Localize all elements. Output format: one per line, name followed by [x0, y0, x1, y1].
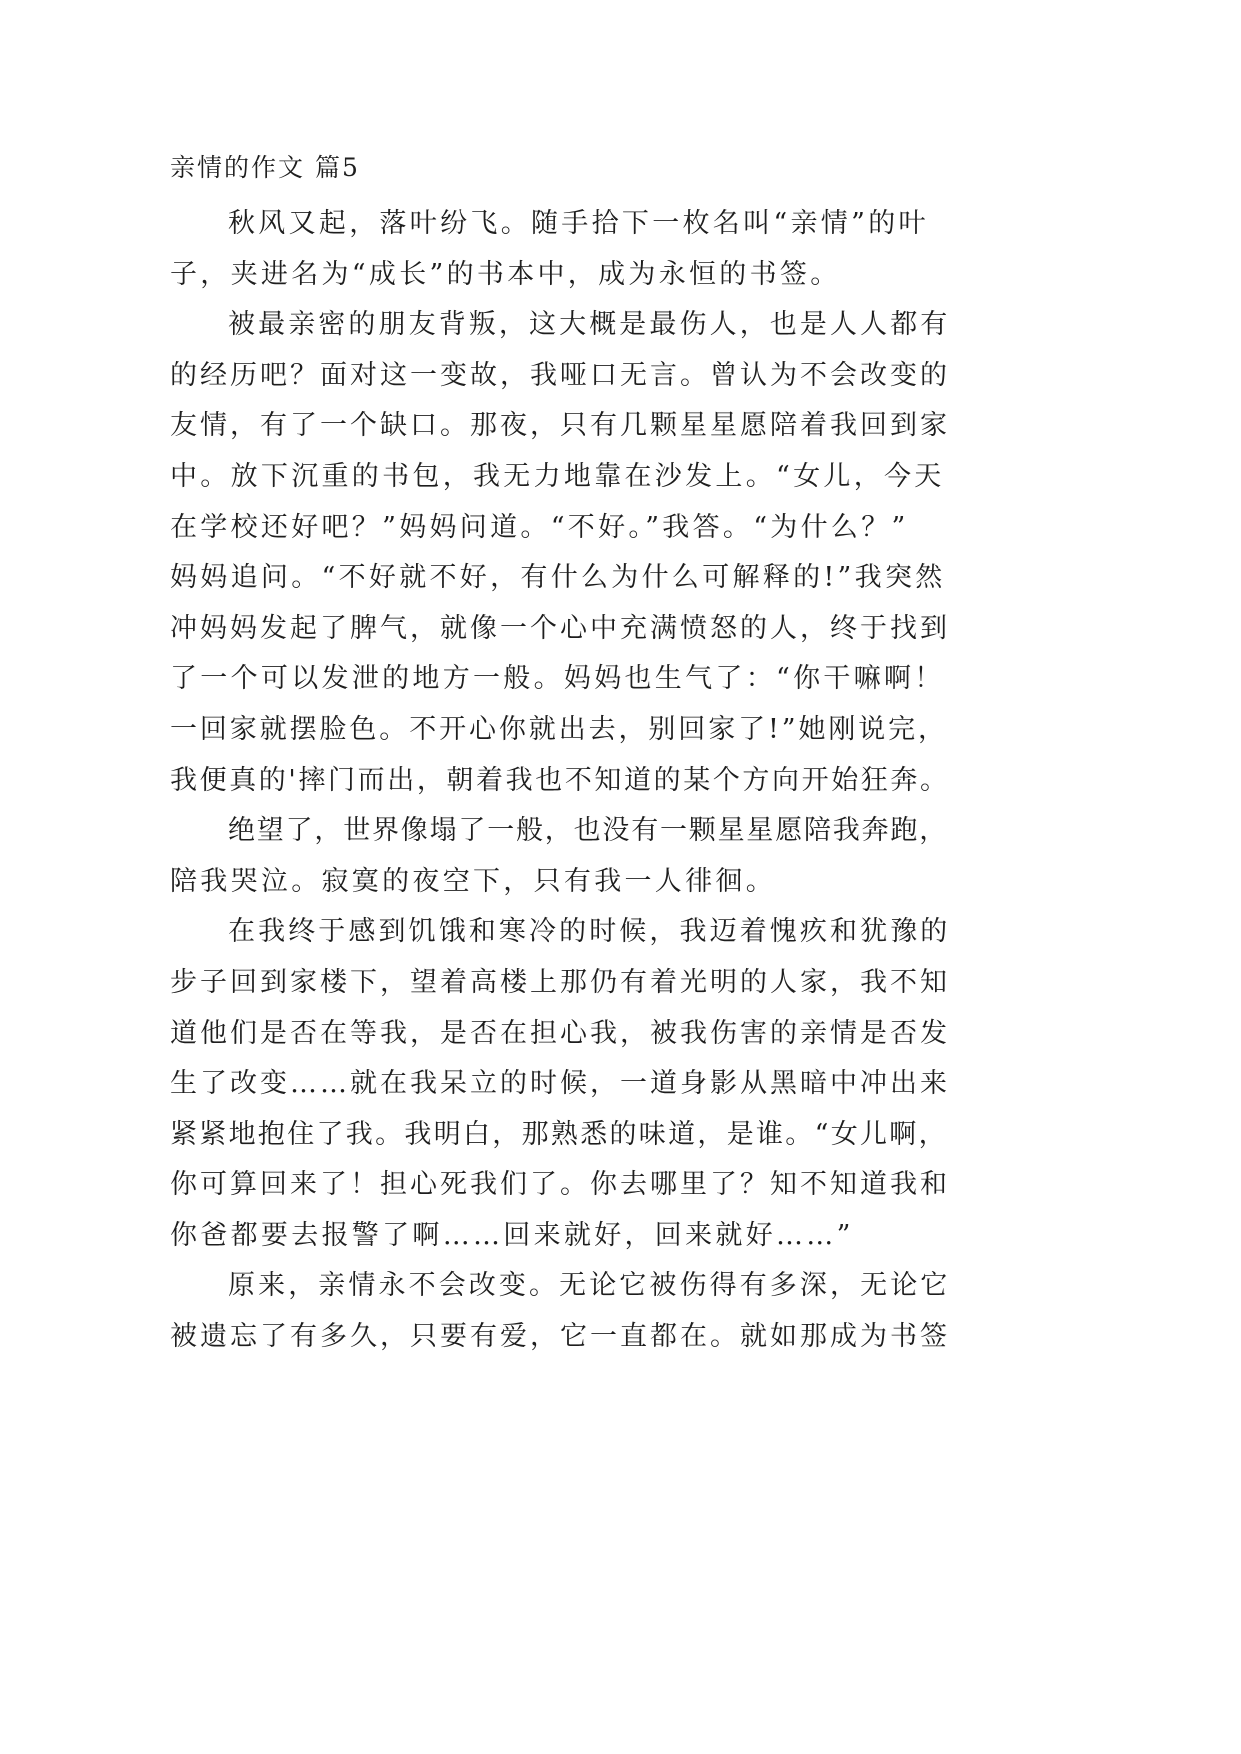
paragraph: [170, 1261, 950, 1362]
text-line: 在学校还好吧？”妈妈问道。“不好。”我答。“为什么？”: [170, 511, 909, 543]
text-line: 生了改变……就在我呆立的时候，一道身影从黑暗中冲出来: [170, 1068, 950, 1100]
text-line: 在我终于感到饥饿和寒冷的时候，我迈着愧疚和犹豫的: [228, 916, 951, 948]
text-line: 冲妈妈发起了脾气，就像一个心中充满愤怒的人，终于找到: [170, 612, 950, 644]
text-line: 我便真的'摔门而出，朝着我也不知道的某个方向开始狂奔。: [170, 764, 950, 796]
document-page: [170, 148, 950, 1363]
text-line: 你爸都要去报警了啊……回来就好，回来就好……”: [170, 1219, 854, 1251]
text-line: 被遗忘了有多久，只要有爱，它一直都在。就如那成为书签: [170, 1321, 950, 1353]
text-line: 的经历吧？面对这一变故，我哑口无言。曾认为不会改变的: [170, 359, 950, 391]
text-line: 了一个可以发泄的地方一般。妈妈也生气了：“你干嘛啊！: [170, 663, 945, 695]
text-line: 步子回到家楼下，望着高楼上那仍有着光明的人家，我不知: [170, 966, 950, 998]
paragraph: [170, 199, 950, 300]
paragraph: [170, 806, 950, 907]
text-line: 中。放下沉重的书包，我无力地靠在沙发上。“女儿，今天: [170, 460, 945, 492]
text-line: 道他们是否在等我，是否在担心我，被我伤害的亲情是否发: [170, 1017, 950, 1049]
paragraph: [170, 300, 950, 806]
document-title: 亲情的作文 篇5: [170, 153, 360, 182]
text-line: 紧紧地抱住了我。我明白，那熟悉的味道，是谁。“女儿啊，: [170, 1118, 948, 1150]
text-line: 一回家就摆脸色。不开心你就出去，别回家了!”她刚说完，: [170, 713, 948, 745]
text-line: 原来，亲情永不会改变。无论它被伤得有多深，无论它: [228, 1270, 951, 1302]
text-line: 秋风又起，落叶纷飞。随手拾下一枚名叫“亲情”的叶: [228, 208, 929, 239]
text-line: 陪我哭泣。寂寞的夜空下，只有我一人徘徊。: [170, 865, 776, 897]
paragraph: [170, 907, 950, 1261]
text-line: 子，夹进名为“成长”的书本中，成为永恒的书签。: [170, 258, 841, 290]
text-line: 友情，有了一个缺口。那夜，只有几颗星星愿陪着我回到家: [170, 410, 950, 442]
text-line: 绝望了，世界像塌了一般，也没有一颗星星愿陪我奔跑，: [228, 815, 948, 847]
text-line: 被最亲密的朋友背叛，这大概是最伤人，也是人人都有: [228, 309, 951, 341]
text-line: 你可算回来了！担心死我们了。你去哪里了？知不知道我和: [170, 1169, 950, 1201]
text-line: 妈妈追问。“不好就不好，有什么为什么可解释的!”我突然: [170, 562, 946, 594]
